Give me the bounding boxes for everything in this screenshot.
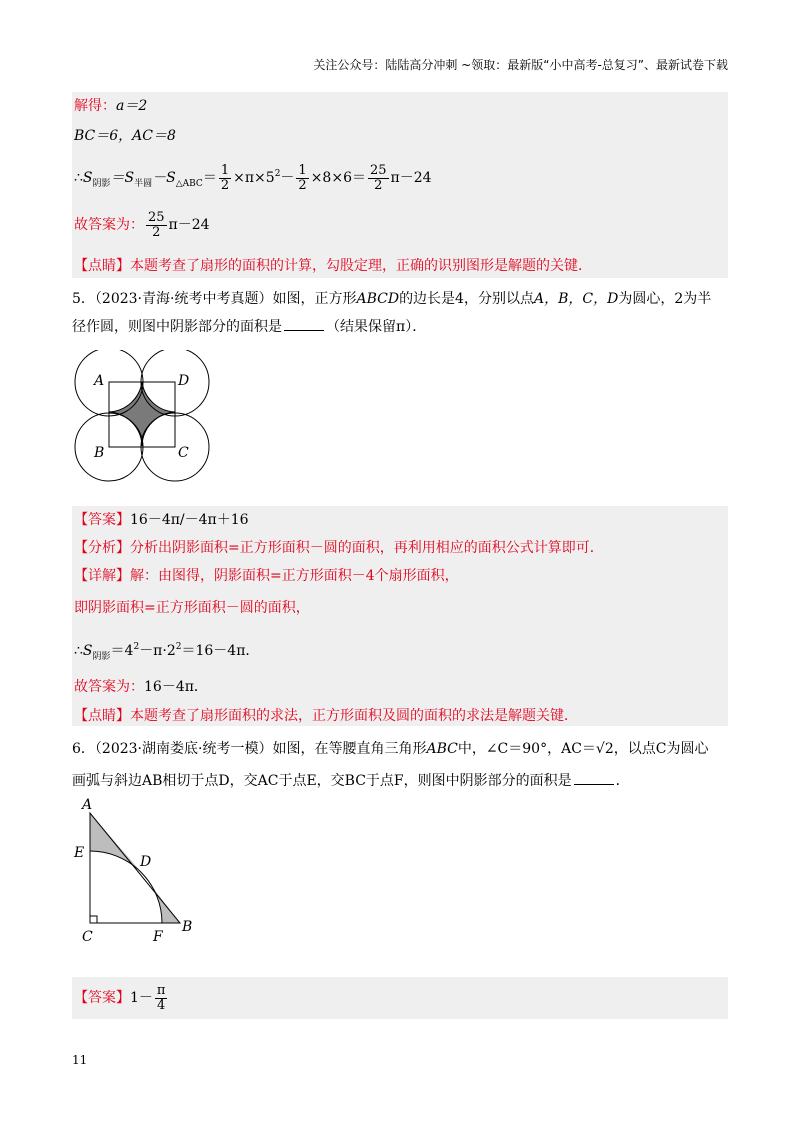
label-f: F [153, 929, 163, 945]
label-d: D [178, 373, 190, 389]
label-b: B [182, 919, 193, 935]
analysis-5: 【分析】分析出阴影面积=正方形面积－圆的面积，再利用相应的面积公式计算即可． [74, 540, 604, 556]
side-lengths: BC＝6，AC＝8 [74, 128, 176, 144]
answer-block-6 [72, 977, 728, 1019]
answer-6: 【答案】1－ $\frac{\pi}{4}$ [74, 982, 166, 1013]
detail-5-line2: 即阴影面积=正方形面积－圆的面积， [74, 600, 310, 616]
question-5: 5．（2023·青海·统考中考真题）如图，正方形ABCD的边长是4，分别以点A，B，C，D为圆心，2为半 径作圆，则图中阴影部分的面积是 （结果保留π）． [72, 291, 712, 335]
label-c: C [82, 929, 93, 945]
comment-1: 【点睛】本题考查了扇形的面积的计算，勾股定理，正确的识别图形是解题的关键． [74, 258, 592, 274]
final-answer-1: 故答案为： $\frac{25}{2}$ π－24 [74, 209, 210, 240]
triangle-figure [68, 795, 208, 945]
answer-blank [284, 318, 324, 331]
solve-line: 解得：a＝2 [74, 98, 148, 114]
comment-5: 【点睛】本题考查了扇形面积的求法，正方形面积及圆的面积的求法是解题关键． [74, 708, 578, 724]
label-a: A [82, 797, 93, 813]
page-header: 关注公众号：陆陆高分冲刺 ~领取：最新版“小中高考-总复习”、最新试卷下载 [313, 58, 728, 72]
final-answer-5: 故答案为：16－4π． [74, 679, 208, 695]
label-d: D [140, 854, 152, 870]
label-e: E [74, 845, 85, 861]
label-b: B [94, 445, 105, 461]
detail-5: 【详解】解：由图得，阴影面积=正方形面积－4个扇形面积， [74, 568, 459, 584]
four-circles-figure [70, 350, 220, 490]
page-number: 11 [72, 1053, 88, 1067]
right-angle-mark [90, 916, 97, 923]
area-formula: $\therefore S_{阴影}=S_{半圆}-S_{\triangle ABC}=$ $\frac{1}{2}$ $\times\pi\times 5^2-$ $\frac{1}{2}$ ×8×6＝ $\frac{25}{2}$ π－24 [74, 162, 432, 193]
area-formula-5: $\therefore S_{阴影}=4^2-\pi\cdot 2^2=16-4\pi$． [74, 642, 260, 662]
triangle [90, 813, 180, 923]
label-a: A [94, 373, 105, 389]
answer-blank [574, 772, 614, 785]
question-6: 6．（2023·湖南娄底·统考一模）如图，在等腰直角三角形ABC中，∠C＝90°，AC＝√2，以点C为圆心 画弧与斜边AB相切于点D，交AC于点E，交BC于点F，则图中阴影部分的面积是 ． [72, 741, 709, 789]
answer-5: 【答案】16－4π/－4π＋16 [74, 512, 249, 528]
label-c: C [178, 445, 189, 461]
